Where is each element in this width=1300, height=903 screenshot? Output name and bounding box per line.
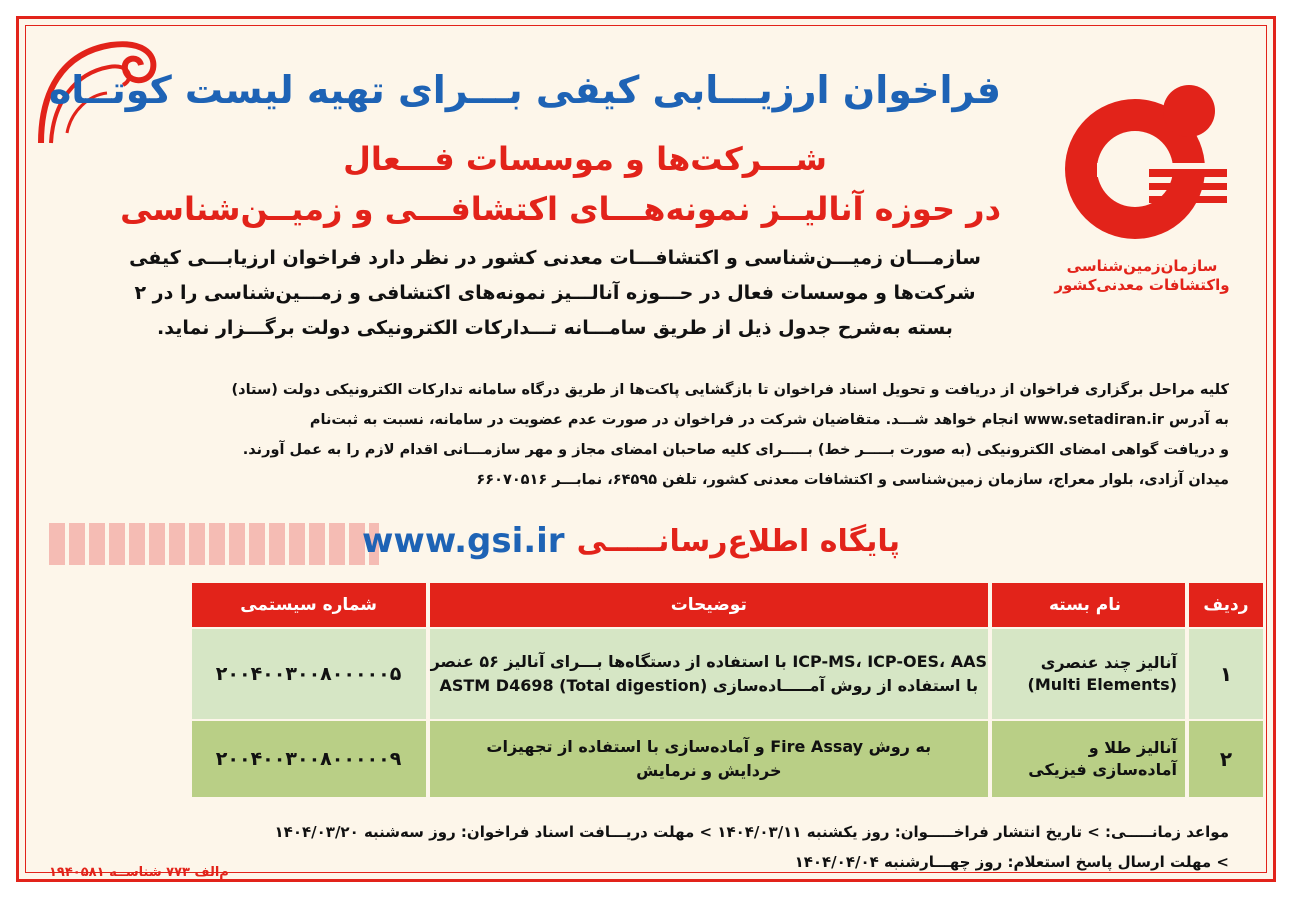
gsi-logo-icon bbox=[1057, 71, 1227, 251]
row-system-number: ۲۰۰۴۰۰۳۰۰۸۰۰۰۰۰۹ bbox=[192, 721, 426, 797]
package-name-line: آنالیز چند عنصری bbox=[1040, 653, 1177, 672]
website-link[interactable]: www.gsi.ir bbox=[362, 521, 565, 561]
row-index: ۲ bbox=[1189, 721, 1263, 797]
subtitle-field: در حوزه آنالیــز نمونه‌هـــای اکتشافـــی و زمیــن‌شناسی bbox=[120, 190, 1001, 228]
header-name: نام بسته bbox=[992, 583, 1185, 627]
row-package-name bbox=[992, 721, 1185, 797]
intro-paragraph: سازمـــان زمیـــن‌شناسی و اکتشافـــات معدنی کشور در نظر دارد فراخوان ارزیابـــی کیفی شرکت‌ها و موسسات فعال در حـــوزه آنالـــیز نمونه‌های اکتشافی و زمـــین‌شناسی را در ۲ بسته به‌شرح جدول ذیل از طریق سامـــانه تـــدارکات الکترونیکی دولت برگـــزار نماید. bbox=[129, 247, 981, 339]
body-line: کلیه مراحل برگزاری فراخوان از دریافت و تحویل اسناد فراخوان تا بازگشایی پاکت‌ها از طریق درگاه سامانه تدارکات الکترونیکی دولت (ستاد) bbox=[231, 382, 1229, 398]
subtitle-companies: شـــرکت‌ها و موسسات فـــعال bbox=[343, 140, 827, 178]
body-paragraph bbox=[59, 375, 1229, 495]
table-row bbox=[192, 721, 1263, 797]
deadline-line: > مهلت ارسال پاسخ استعلام: روز چهـــارشنبه ۱۴۰۴/۰۴/۰۴ bbox=[794, 853, 1229, 871]
body-line: میدان آزادی، بلوار معراج، سازمان زمین‌شناسی و اکتشافات معدنی کشور، تلفن ۶۴۵۹۵، نمابـــر ۶۶۰۷۰۵۱۶ bbox=[476, 472, 1229, 488]
package-name-line: آماده‌سازی فیزیکی bbox=[1028, 760, 1177, 779]
header-index: ردیف bbox=[1189, 583, 1263, 627]
deadlines bbox=[79, 817, 1229, 877]
description-line: خردایش و نرمایش bbox=[636, 761, 782, 780]
packages-table bbox=[188, 581, 1267, 799]
organization-name-line-1: سازمان‌زمین‌شناسی bbox=[1066, 257, 1218, 275]
table-row bbox=[192, 629, 1263, 719]
row-index: ۱ bbox=[1189, 629, 1263, 719]
body-line: و دریافت گواهی امضای الکترونیکی (به صورت بـــــر خط) بـــــرای کلیه صاحبان امضای مجاز و مهر سازمـــانی اقدام لازم را به عمل آورند. bbox=[242, 442, 1229, 458]
website-banner bbox=[149, 515, 1113, 567]
description-line: ICP-MS، ICP-OES، AAS با استفاده از دستگاه‌ها بـــرای آنالیز ۵۶ عنصر bbox=[430, 652, 987, 671]
package-name-line: (Multi Elements) bbox=[1027, 675, 1177, 694]
publication-code: م‌الف ۷۷۳ شناســه ۱۹۴۰۵۸۱ bbox=[49, 865, 229, 880]
organization-logo bbox=[1037, 71, 1247, 341]
description-line: به روش Fire Assay و آماده‌سازی با استفاده از تجهیزات bbox=[486, 737, 932, 756]
description-line: با استفاده از روش آمـــــاده‌سازی (Total digestion) ASTM D4698 bbox=[439, 676, 979, 695]
page-title: فراخوان ارزیـــابی کیفی بـــرای تهیه لیست کوتــاه bbox=[48, 68, 1001, 112]
header-system-number: شماره سیستمی bbox=[192, 583, 426, 627]
body-line: به آدرس www.setadiran.ir انجام خواهد شـــد. متقاضیان شرکت در فراخوان در صورت عدم عضویت در سامانه، نسبت به ثبت‌نام bbox=[309, 412, 1229, 428]
header-description: توضیحات bbox=[430, 583, 988, 627]
row-system-number: ۲۰۰۴۰۰۳۰۰۸۰۰۰۰۰۵ bbox=[192, 629, 426, 719]
row-package-name bbox=[992, 629, 1185, 719]
deadline-line: مواعد زمانـــــی: > تاریخ انتشار فراخـــــوان: روز یکشنبه ۱۴۰۴/۰۳/۱۱ > مهلت دریـــافت اسناد فراخوان: روز سه‌شنبه ۱۴۰۴/۰۳/۲۰ bbox=[274, 823, 1229, 841]
package-name-line: آنالیز طلا و bbox=[1088, 738, 1177, 757]
row-description bbox=[430, 721, 988, 797]
table-header-row bbox=[192, 583, 1263, 627]
row-description bbox=[430, 629, 988, 719]
organization-name-line-2: واکتشافات معدنی‌کشور bbox=[1054, 276, 1230, 294]
website-label: پایگاه اطلاع‌رسانـــــی bbox=[576, 523, 900, 559]
announcement-frame bbox=[16, 16, 1276, 882]
